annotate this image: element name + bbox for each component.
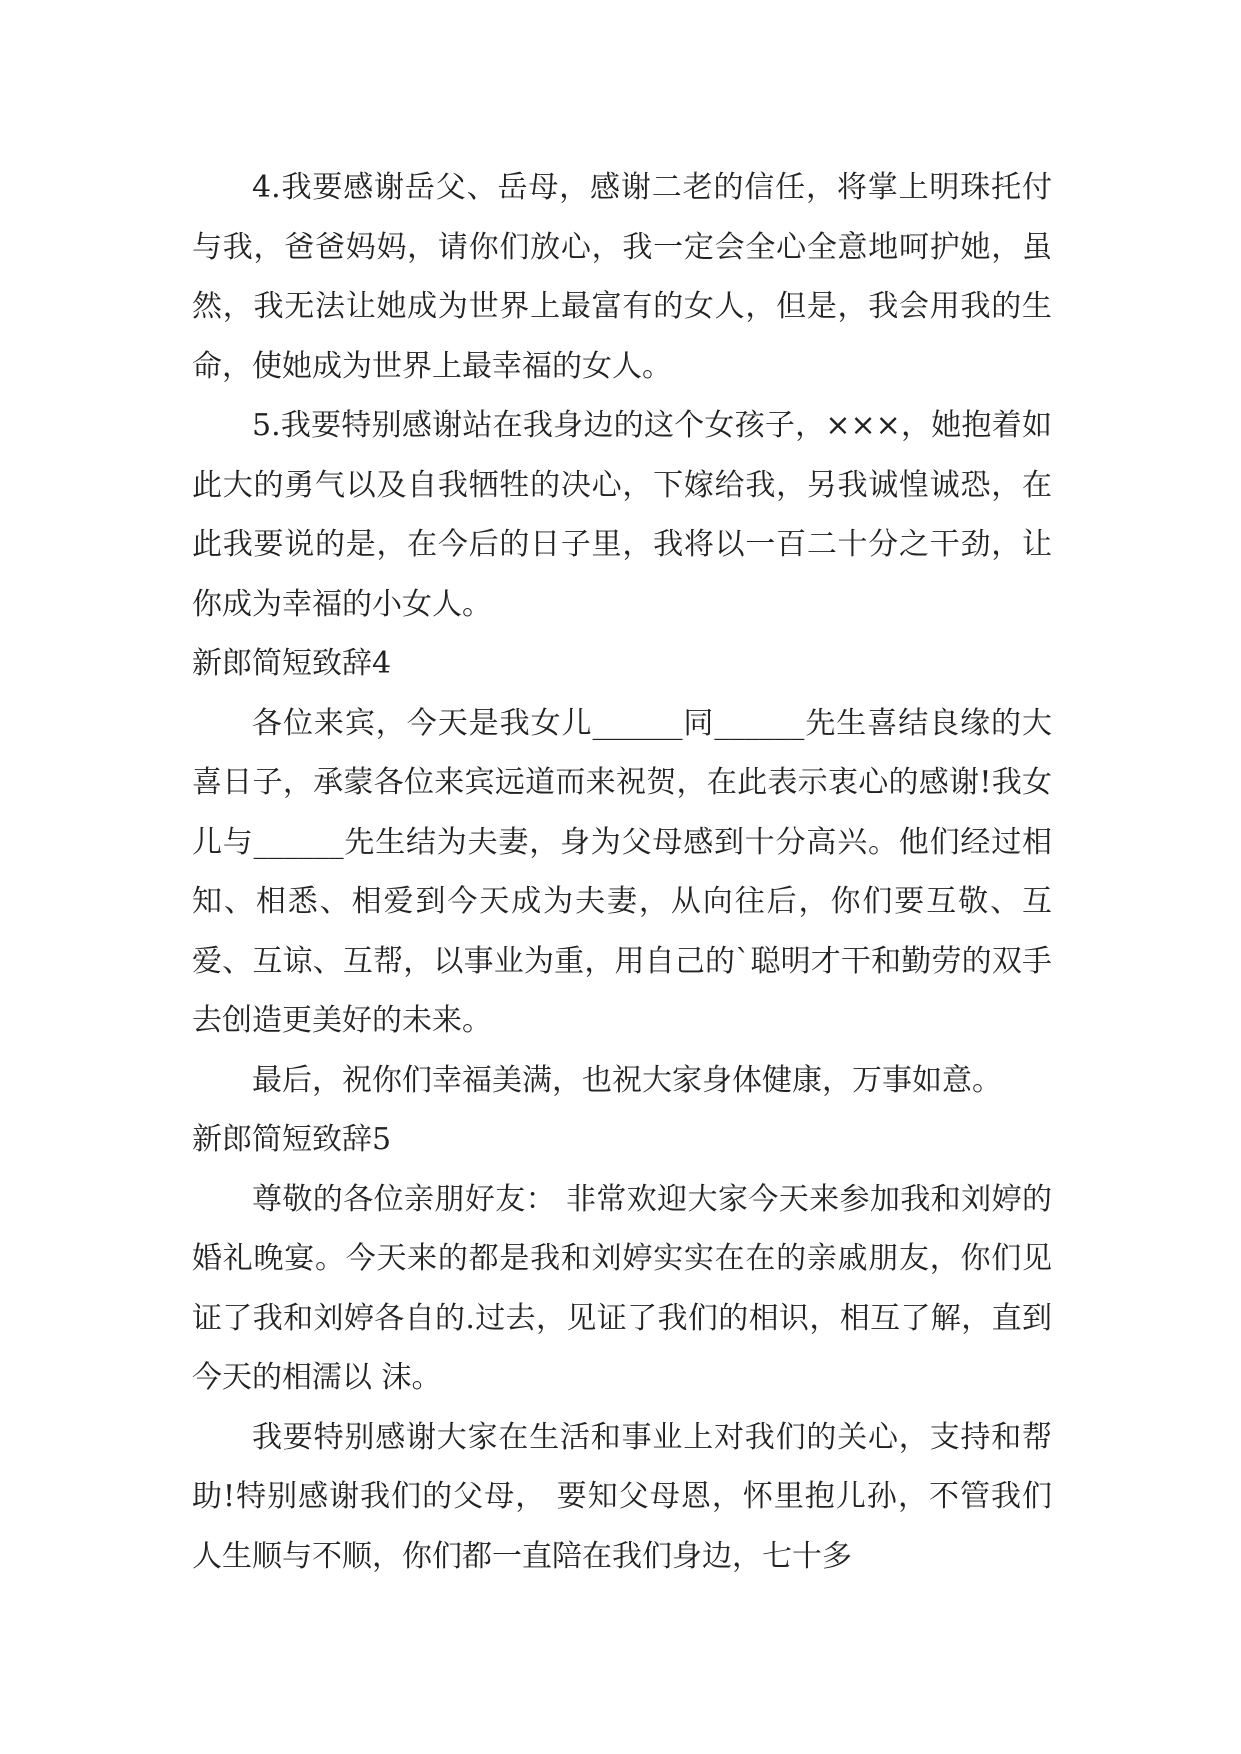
document-body	[192, 158, 1052, 1586]
paragraph-welcome-guests: 各位来宾，今天是我女儿______同______先生喜结良缘的大喜日子，承蒙各位来宾远道而来祝贺，在此表示衷心的感谢!我女儿与______先生结为夫妻，身为父母感到十分高兴。他们经过相知、相悉、相爱到今天成为夫妻，从向往后，你们要互敬、互爱、互谅、互帮，以事业为重，用自己的`聪明才干和勤劳的双手去创造更美好的未来。	[192, 705, 1052, 1038]
section-heading-speech-5: 新郎简短致辞5	[192, 1122, 392, 1157]
paragraph-thank-parents: 我要特别感谢大家在生活和事业上对我们的关心，支持和帮助!特别感谢我们的父母， 要知父母恩，怀里抱儿孙，不管我们人生顺与不顺，你们都一直陪在我们身边，七十多	[192, 1419, 1052, 1574]
section-heading-speech-4: 新郎简短致辞4	[192, 646, 392, 681]
paragraph-greeting-friends: 尊敬的各位亲朋好友： 非常欢迎大家今天来参加我和刘婷的婚礼晚宴。今天来的都是我和刘婷实实在在的亲戚朋友，你们见证了我和刘婷各自的.过去，见证了我们的相识，相互了解，直到今天的相濡以 沫。	[192, 1181, 1052, 1395]
paragraph-thank-parents-in-law: 4.我要感谢岳父、岳母，感谢二老的信任，将掌上明珠托付与我，爸爸妈妈，请你们放心，我一定会全心全意地呵护她，虽然，我无法让她成为世界上最富有的女人，但是，我会用我的生命，使她成为世界上最幸福的女人。	[192, 170, 1052, 384]
paragraph-closing-wishes: 最后，祝你们幸福美满，也祝大家身体健康，万事如意。	[252, 1062, 1002, 1098]
paragraph-thank-bride: 5.我要特别感谢站在我身边的这个女孩子，×××，她抱着如此大的勇气以及自我牺牲的决心，下嫁给我，另我诚惶诚恐，在此我要说的是，在今后的日子里，我将以一百二十分之干劲，让你成为幸福的小女人。	[192, 408, 1052, 622]
